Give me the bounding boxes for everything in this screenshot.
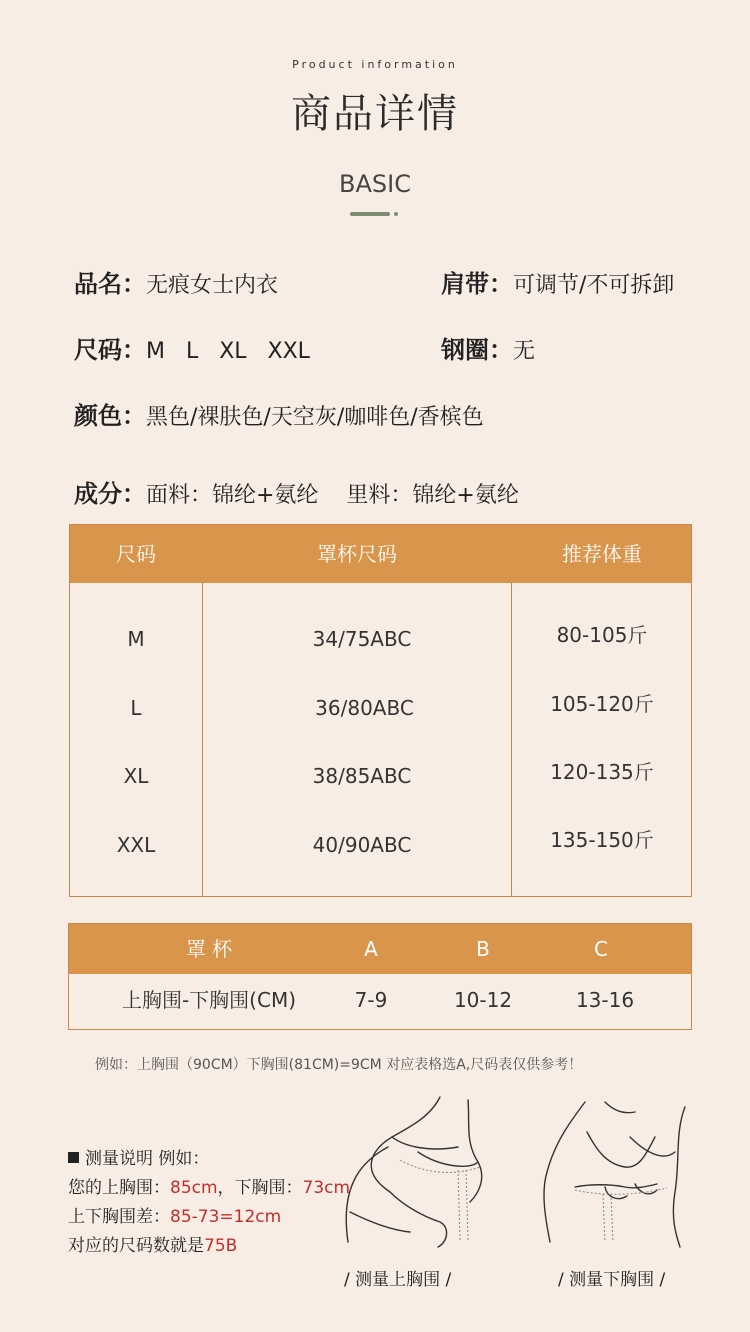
upper-bust-measure-illustration: [330, 1092, 490, 1252]
info-name-label: 品名：: [74, 270, 146, 298]
section-divider: [350, 212, 390, 216]
size-table-cell-weight: 135-150斤: [550, 828, 654, 852]
size-table-cell-weight: 105-120斤: [550, 692, 654, 716]
size-table-cell-cup: 38/85ABC: [312, 764, 412, 788]
size-table-cell-size: L: [130, 696, 142, 720]
cup-table-row-label: 上胸围-下胸围(CM): [121, 988, 297, 1012]
size-table-cell-cup: 40/90ABC: [312, 833, 412, 857]
info-size-label: 尺码：: [74, 336, 146, 364]
header-subtitle: Product information: [292, 58, 458, 71]
howto-line-1-mid: ，下胸围：: [217, 1178, 303, 1198]
size-table: [69, 524, 692, 897]
info-strap-value: 可调节/不可拆卸: [513, 273, 675, 298]
size-table-cell-weight: 80-105斤: [556, 623, 648, 647]
page-title: 商品详情: [291, 91, 459, 137]
section-divider-dot: [394, 212, 398, 216]
cup-table-cell-a: 7-9: [354, 988, 388, 1012]
howto-title: [68, 1144, 209, 1169]
info-wire-value: 无: [513, 339, 536, 364]
cup-table-cell-c: 13-16: [575, 988, 635, 1012]
size-table-cell-cup: 36/80ABC: [315, 696, 414, 720]
size-table-cell-size: XXL: [116, 833, 156, 857]
size-table-cell-weight: 120-135斤: [550, 760, 654, 784]
square-bullet-icon: [68, 1152, 79, 1163]
howto-diff-value: 85-73=12cm: [170, 1207, 282, 1227]
size-table-cell-cup: 34/75ABC: [312, 627, 412, 651]
info-material-value: 面料：锦纶+氨纶 里料：锦纶+氨纶: [146, 483, 519, 508]
cup-table-header-a: A: [364, 937, 378, 961]
howto-line-2-prefix: 上下胸围差：: [68, 1207, 170, 1227]
cup-table-header-c: C: [594, 937, 608, 961]
info-color-label: 颜色：: [74, 402, 146, 430]
info-name-value: 无痕女士内衣: [146, 273, 279, 298]
howto-lower-value: 73cm: [302, 1178, 351, 1198]
cup-table-cell-b: 10-12: [453, 988, 513, 1012]
howto-line-1: [68, 1173, 350, 1198]
size-table-cell-size: M: [127, 627, 145, 651]
info-material-label: 成分：: [74, 480, 146, 508]
size-table-header-cup: 罩杯尺码: [317, 542, 397, 566]
info-size-value: M L XL XXL: [146, 339, 310, 364]
howto-line-1-prefix: 您的上胸围：: [68, 1178, 170, 1198]
howto-line-2: [68, 1202, 281, 1227]
howto-upper-value: 85cm: [170, 1178, 218, 1198]
info-material: [74, 474, 519, 509]
info-color-value: 黑色/裸肤色/天空灰/咖啡色/香槟色: [146, 405, 484, 430]
info-wire-label: 钢圈：: [441, 336, 513, 364]
caption-upper-bust: / 测量上胸围 /: [344, 1270, 452, 1290]
info-wire: [441, 330, 535, 365]
howto-line-3-prefix: 对应的尺码数就是: [68, 1236, 204, 1256]
cup-table-header-b: B: [476, 937, 490, 961]
howto-title-text: 测量说明 例如：: [85, 1149, 210, 1169]
caption-under-bust: / 测量下胸围 /: [558, 1270, 666, 1290]
under-bust-measure-illustration: [535, 1092, 695, 1252]
cup-table: [68, 923, 692, 1030]
size-table-header-size: 尺码: [116, 542, 156, 566]
info-name: [74, 264, 278, 299]
info-color: [74, 396, 484, 431]
info-strap: [441, 264, 674, 299]
howto-line-3: [68, 1231, 237, 1256]
howto-result-value: 75B: [204, 1236, 238, 1256]
section-title: BASIC: [339, 170, 411, 198]
info-size: [74, 330, 310, 365]
size-table-header-weight: 推荐体重: [562, 542, 642, 566]
cup-table-header-label: 罩 杯: [185, 937, 233, 961]
size-table-cell-size: XL: [123, 764, 149, 788]
size-note: 例如：上胸围（90CM）下胸围(81CM)=9CM 对应表格选A,尺码表仅供参考！: [95, 1057, 583, 1073]
info-strap-label: 肩带：: [441, 270, 513, 298]
